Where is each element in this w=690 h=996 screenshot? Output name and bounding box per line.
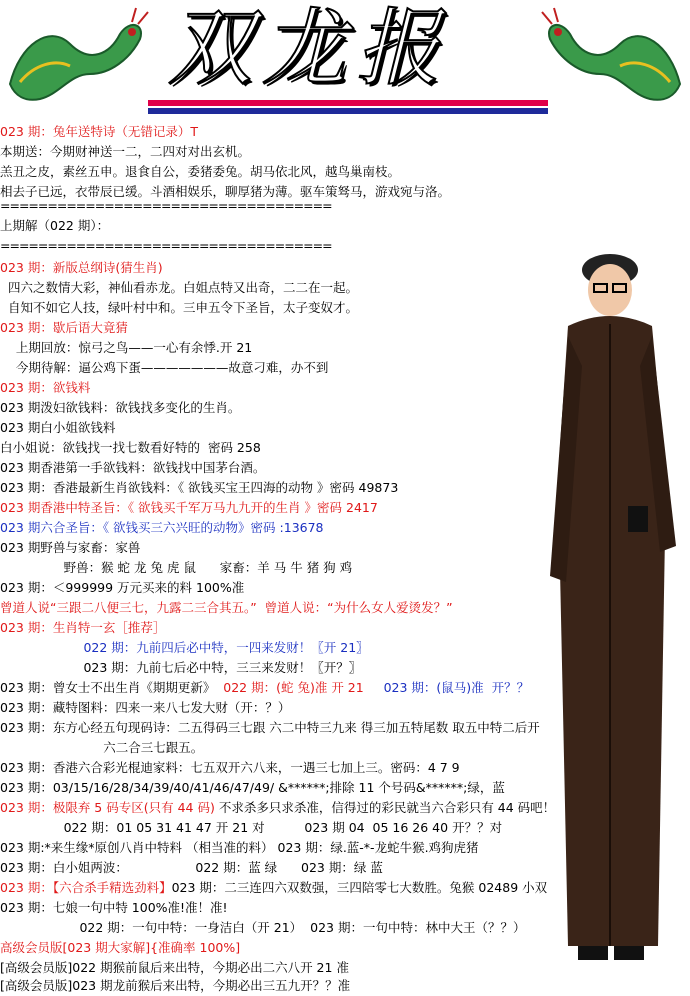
title-underline-red xyxy=(148,100,548,106)
separator-rule: =================================== xyxy=(0,238,332,253)
dragon-icon xyxy=(540,4,690,114)
text-line: 023 期：03/15/16/28/34/39/40/41/46/47/49/ &******;排除 11 个号码&******;绿，蓝 xyxy=(0,780,505,795)
text-line: 023 期香港中特圣旨：《 欲钱买千军万马九九开的生肖 》密码 2417 xyxy=(0,500,378,515)
text-line: 自知不如它人技，绿叶村中和。三申五令下圣旨，太子变奴才。 xyxy=(0,300,358,315)
text-line: 023 期：藏特图料：四来一来八七发大财（开：？） xyxy=(0,700,291,715)
text-line: 022 期：01 05 31 41 47 开 21 对 023 期 04 05 16 26 40 开？？对 xyxy=(0,820,503,835)
text-line: 023 期：东方心经五句现码诗：二五得码三七跟 六二中特三九来 得三加五特尾数 取五中特二后开 xyxy=(0,720,540,735)
text-line: [高级会员版]022 期猴前鼠后来出特，今期必出二六八开 21 准 xyxy=(0,960,349,975)
text-line: 023 期：曾女士不出生肖《期期更新》 022 期：(蛇 兔)准 开 21 023 期：(鼠马)准 开？？ xyxy=(0,680,530,695)
text-line: 023 期：白小姐两波： 022 期：蓝 绿 023 期：绿 蓝 xyxy=(0,860,383,875)
text-line: 023 期：生肖特一玄［推荐］ xyxy=(0,620,166,635)
text-line: 023 期：香港最新生肖欲钱料：《 欲钱买宝王四海的动物 》密码 49873 xyxy=(0,480,399,495)
text-line: 023 期:*来生缘*原创八肖中特料 （相当准的料） 023 期：绿.蓝-*-龙蛇牛猴.鸡狗虎猪 xyxy=(0,840,479,855)
text-line: 023 期：＜999999 万元买来的料 100%准 xyxy=(0,580,245,595)
text-line: 野兽：猴 蛇 龙 兔 虎 鼠 家畜：羊 马 牛 猪 狗 鸡 xyxy=(0,560,353,575)
text-line: 023 期：九前七后必中特，三三来发财！〖开？〗 xyxy=(0,660,362,675)
text-line: 022 期：一句中特：一身洁白（开 21） 023 期：一句中特：林中大王（？？） xyxy=(0,920,526,935)
text-line: 023 期：【六合杀手精选劲料】023 期：二三连四六双数强，三四陪零七大数胜。兔猴 02489 小双 xyxy=(0,880,548,895)
text-line: 今期待解：逼公鸡下蛋———————故意刁难，办不到 xyxy=(0,360,329,375)
text-line: 上期回放：惊弓之鸟——一心有余悸.开 21 xyxy=(0,340,253,355)
text-line: 白小姐说：欲钱找一找七数看好特的 密码 258 xyxy=(0,440,261,455)
text-line: 023 期泼妇欲钱料：欲钱找多变化的生肖。 xyxy=(0,400,241,415)
masthead xyxy=(0,0,690,118)
text-line: 023 期：兔年送特诗（无错记录）T xyxy=(0,124,198,139)
text-line: 023 期：歇后语大竟猜 xyxy=(0,320,128,335)
text-line: 高级会员版[023 期大家解]{准确率 100%] xyxy=(0,940,241,955)
text-line: 四六之数情大彩，神仙看赤龙。白姐点特又出奇，二二在一起。 xyxy=(0,280,358,295)
text-line: 022 期：九前四后必中特，一四来发财！〖开 21〗 xyxy=(0,640,369,655)
text-line: 023 期：欲钱料 xyxy=(0,380,91,395)
text-line: 023 期：新版总纲诗(猜生肖) xyxy=(0,260,163,275)
person-illustration xyxy=(548,246,680,982)
text-line: 023 期：七娘一句中特 100%准!准！准! xyxy=(0,900,228,915)
separator-rule: =================================== xyxy=(0,198,332,213)
text-line: 上期解（022 期）： xyxy=(0,218,110,233)
text-line: 023 期白小姐欲钱料 xyxy=(0,420,116,435)
text-line: 023 期野兽与家畜：家兽 xyxy=(0,540,141,555)
text-line: 相去子已远，衣带辰已缓。斗酒相娱乐，聊厚猪为薄。驱车策驽马，游戏宛与洛。 xyxy=(0,184,451,199)
dragon-icon xyxy=(0,4,150,114)
text-line: 六二合三七跟五。 xyxy=(0,740,204,755)
text-line: 023 期六合圣旨：《 欲钱买三六兴旺的动物》密码 :13678 xyxy=(0,520,324,535)
text-line: 羔丑之皮，素丝五申。退食自公，委猪委兔。胡马依北风，越鸟巢南枝。 xyxy=(0,164,401,179)
text-line: 023 期：极限弃 5 码专区(只有 44 码) 不求杀多只求杀准，信得过的彩民就当六合彩只有 44 码吧！ xyxy=(0,800,556,815)
text-line: 曾道人说“三跟二八便三七，九露二三合其五。” 曾道人说：“为什么女人爱烫发？” xyxy=(0,600,453,615)
page-title: 双龙报 xyxy=(168,0,451,97)
text-line: 023 期：香港六合彩光棍迪家料：七五双开六八来，一遇三七加上三。密码：4 7 9 xyxy=(0,760,460,775)
text-line: [高级会员版]023 期龙前猴后来出特，今期必出三五九开？？准 xyxy=(0,978,351,993)
text-line: 本期送：今期财神送一二，二四对对出玄机。 xyxy=(0,144,251,159)
text-line: 023 期香港第一手欲钱料：欲钱找中国茅台酒。 xyxy=(0,460,266,475)
title-underline-blue xyxy=(148,108,548,114)
